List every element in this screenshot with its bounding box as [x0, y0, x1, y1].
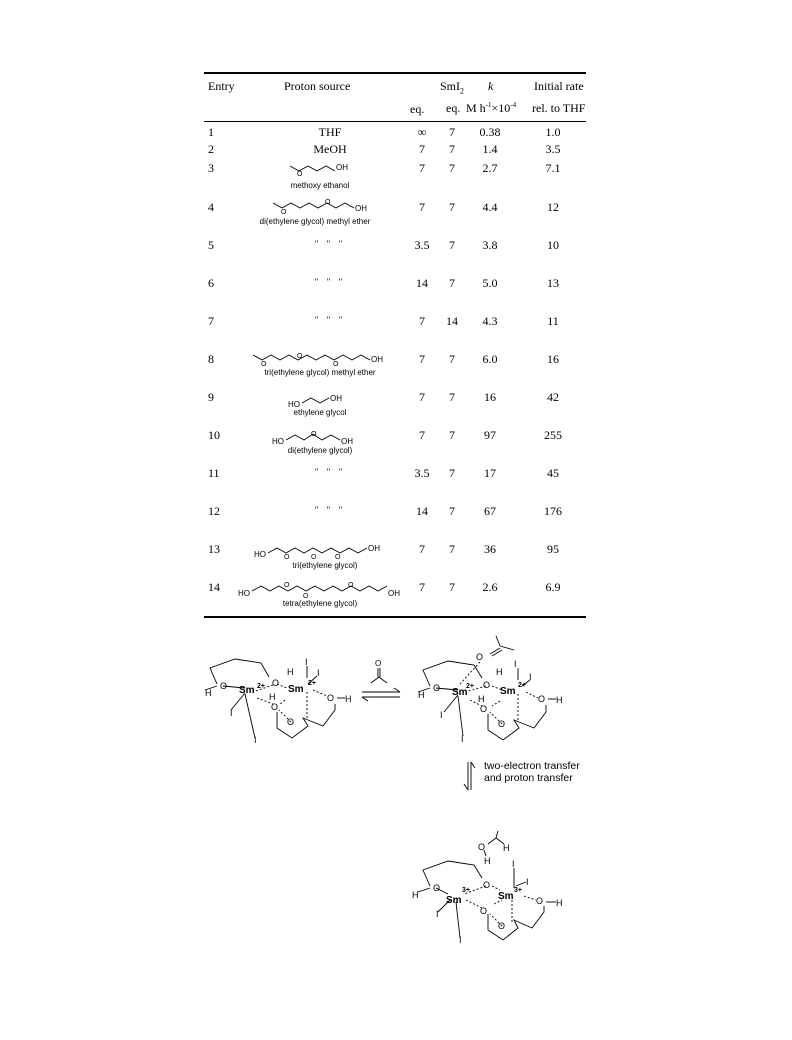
svg-text:2+: 2+ — [518, 682, 526, 689]
svg-text:O: O — [297, 353, 303, 360]
row-k: 1.4 — [482, 142, 498, 156]
svg-text:O: O — [480, 906, 488, 916]
header-rel-thf: rel. to THF — [532, 101, 586, 115]
svg-text:O: O — [272, 678, 280, 688]
row-eq: 7 — [419, 542, 425, 556]
svg-text:I: I — [526, 877, 529, 887]
structure-tetraethylene-glycol — [236, 579, 406, 601]
header-eq-2: eq. — [446, 101, 461, 115]
svg-text:H: H — [269, 692, 276, 702]
svg-text:H: H — [484, 856, 491, 866]
svg-text:O: O — [325, 199, 331, 206]
row-entry: 8 — [208, 352, 214, 366]
row-smi2-eq: 14 — [446, 314, 458, 328]
table-bottom-rule — [204, 616, 586, 618]
label-ethylene-glycol: ethylene glycol — [293, 408, 347, 417]
row-initial-rate: 1.0 — [545, 125, 561, 139]
row-entry: 7 — [208, 314, 214, 328]
svg-text:OH: OH — [341, 437, 353, 446]
svg-text:H: H — [287, 667, 294, 677]
table-top-rule — [204, 72, 586, 74]
svg-text:OH: OH — [368, 544, 380, 553]
header-entry: Entry — [208, 79, 235, 93]
row-k: 67 — [484, 504, 496, 518]
svg-text:O: O — [498, 921, 506, 931]
row-k: 2.7 — [482, 161, 498, 175]
svg-text:I: I — [230, 708, 233, 718]
svg-text:3+: 3+ — [514, 887, 522, 894]
svg-text:O: O — [483, 880, 491, 890]
svg-text:Sm: Sm — [452, 687, 468, 698]
svg-text:O: O — [375, 659, 382, 668]
svg-text:Sm: Sm — [288, 684, 304, 695]
structure-triethylene-glycol — [252, 540, 392, 562]
row-smi2-eq: 7 — [449, 238, 455, 252]
row-proton-source: " " " — [314, 277, 346, 287]
row-smi2-eq: 7 — [449, 352, 455, 366]
svg-text:I: I — [459, 935, 462, 945]
row-initial-rate: 16 — [547, 352, 559, 366]
label-diethylene-glycol-methyl-ether: di(ethylene glycol) methyl ether — [259, 217, 371, 226]
svg-text:O: O — [261, 361, 267, 368]
row-initial-rate: 255 — [544, 428, 562, 442]
row-eq: 14 — [416, 276, 428, 290]
svg-text:O: O — [498, 719, 506, 729]
header-k-units: M $h^{-1}\times 10^{-4}$ — [466, 101, 517, 115]
row-initial-rate: 45 — [547, 466, 559, 480]
row-k: 0.38 — [479, 125, 501, 139]
svg-text:HO: HO — [272, 437, 284, 446]
svg-text:H: H — [556, 898, 563, 908]
svg-text:O: O — [476, 652, 484, 662]
row-proton-source: THF — [318, 125, 342, 139]
row-initial-rate: 7.1 — [545, 161, 561, 175]
acetone-coordinated-complex — [408, 628, 583, 748]
svg-text:O: O — [297, 171, 303, 178]
row-k: 17 — [484, 466, 496, 480]
header-k: k — [488, 79, 494, 93]
svg-text:I: I — [512, 859, 515, 869]
row-proton-source: " " " — [314, 239, 346, 249]
vertical-equilibrium-arrow — [462, 758, 478, 794]
label-triethylene-glycol: tri(ethylene glycol) — [292, 561, 358, 570]
row-entry: 4 — [208, 200, 214, 214]
row-eq: 14 — [416, 504, 428, 518]
row-entry: 11 — [208, 466, 220, 480]
svg-text:O: O — [538, 694, 546, 704]
svg-text:I: I — [461, 734, 464, 744]
row-entry: 14 — [208, 580, 220, 594]
row-eq: 3.5 — [414, 238, 430, 252]
svg-text:H: H — [478, 694, 485, 704]
svg-text:O: O — [480, 704, 488, 714]
row-smi2-eq: 7 — [449, 125, 455, 139]
row-k: 2.6 — [482, 580, 498, 594]
header-initial-rate: Initial rate — [534, 79, 584, 93]
svg-text:H: H — [556, 695, 563, 705]
svg-text:O: O — [483, 680, 491, 690]
row-k: 4.4 — [482, 200, 498, 214]
svg-text:Sm: Sm — [498, 891, 514, 902]
svg-text:O: O — [284, 582, 290, 589]
svg-text:O: O — [311, 554, 317, 561]
svg-text:I: I — [529, 672, 532, 682]
row-initial-rate: 42 — [547, 390, 559, 404]
row-entry: 6 — [208, 276, 214, 290]
svg-text:I: I — [317, 668, 320, 678]
svg-text:O: O — [433, 883, 441, 893]
row-smi2-eq: 7 — [449, 390, 455, 404]
svg-text:HO: HO — [238, 589, 250, 598]
row-entry: 2 — [208, 142, 214, 156]
svg-text:O: O — [348, 582, 354, 589]
row-k: 6.0 — [482, 352, 498, 366]
svg-text:OH: OH — [388, 589, 400, 598]
transfer-annotation: two-electron transfer and proton transfer — [484, 760, 580, 784]
row-entry: 3 — [208, 161, 214, 175]
row-initial-rate: 11 — [547, 314, 559, 328]
row-eq: 3.5 — [414, 466, 430, 480]
samarium-iii-product-complex — [408, 830, 583, 945]
label-methoxy-ethanol: methoxy ethanol — [290, 181, 350, 190]
row-k: 97 — [484, 428, 496, 442]
structure-diethylene-glycol — [270, 428, 370, 448]
row-k: 4.3 — [482, 314, 498, 328]
svg-text:O: O — [281, 209, 287, 216]
header-proton-source: Proton source — [284, 79, 351, 93]
acetone-equilibrium-arrow — [358, 655, 408, 705]
svg-text:I: I — [440, 710, 443, 720]
svg-text:I: I — [305, 657, 308, 667]
row-eq: 7 — [419, 428, 425, 442]
svg-text:O: O — [311, 431, 317, 438]
svg-text:O: O — [271, 702, 279, 712]
row-smi2-eq: 7 — [449, 142, 455, 156]
row-eq: 7 — [419, 200, 425, 214]
row-smi2-eq: 7 — [449, 466, 455, 480]
svg-text:H: H — [345, 694, 352, 704]
structure-diethylene-glycol-methyl-ether — [270, 197, 380, 219]
row-entry: 9 — [208, 390, 214, 404]
row-smi2-eq: 7 — [449, 276, 455, 290]
row-smi2-eq: 7 — [449, 428, 455, 442]
label-tetraethylene-glycol: tetra(ethylene glycol) — [282, 599, 358, 608]
svg-text:O: O — [327, 693, 335, 703]
svg-text:Sm: Sm — [239, 685, 255, 696]
row-initial-rate: 13 — [547, 276, 559, 290]
row-k: 3.8 — [482, 238, 498, 252]
svg-text:H: H — [503, 843, 510, 853]
svg-text:H: H — [412, 890, 419, 900]
row-smi2-eq: 7 — [449, 161, 455, 175]
svg-text:2+: 2+ — [257, 683, 265, 690]
row-initial-rate: 176 — [544, 504, 562, 518]
row-proton-source: " " " — [314, 315, 346, 325]
row-k: 16 — [484, 390, 496, 404]
svg-text:O: O — [335, 554, 341, 561]
row-eq: 7 — [419, 161, 425, 175]
label-diethylene-glycol: di(ethylene glycol) — [287, 446, 353, 455]
row-entry: 10 — [208, 428, 220, 442]
svg-text:H: H — [205, 688, 212, 698]
svg-text:Sm: Sm — [446, 895, 462, 906]
svg-text:OH: OH — [330, 394, 342, 403]
svg-text:O: O — [333, 361, 339, 368]
row-eq: ∞ — [417, 125, 427, 139]
row-k: 5.0 — [482, 276, 498, 290]
row-initial-rate: 95 — [547, 542, 559, 556]
svg-text:O: O — [220, 681, 228, 691]
svg-text:OH: OH — [371, 355, 383, 364]
svg-text:I: I — [514, 659, 517, 669]
svg-text:H: H — [496, 667, 503, 677]
row-entry: 12 — [208, 504, 220, 518]
row-proton-source: MeOH — [313, 142, 347, 156]
svg-text:O: O — [433, 683, 441, 693]
svg-text:HO: HO — [254, 550, 266, 559]
row-eq: 7 — [419, 314, 425, 328]
table-header-rule — [204, 121, 586, 122]
svg-text:O: O — [536, 896, 544, 906]
row-entry: 5 — [208, 238, 214, 252]
svg-text:HO: HO — [288, 400, 300, 409]
label-triethylene-glycol-methyl-ether: tri(ethylene glycol) methyl ether — [264, 368, 376, 377]
svg-text:I: I — [436, 909, 439, 919]
row-entry: 1 — [208, 125, 214, 139]
svg-text:2+: 2+ — [466, 683, 474, 690]
svg-text:I: I — [254, 735, 257, 745]
row-entry: 13 — [208, 542, 220, 556]
svg-text:O: O — [478, 842, 486, 852]
header-smi2: SmI$_2$ — [440, 79, 465, 96]
row-smi2-eq: 7 — [449, 200, 455, 214]
header-eq-1: eq. — [410, 102, 425, 116]
svg-text:OH: OH — [355, 204, 367, 213]
row-smi2-eq: 7 — [449, 580, 455, 594]
svg-text:O: O — [303, 593, 309, 600]
row-eq: 7 — [419, 580, 425, 594]
svg-text:3+: 3+ — [462, 887, 470, 894]
row-initial-rate: 6.9 — [545, 580, 561, 594]
svg-text:H: H — [418, 690, 425, 700]
svg-text:O: O — [284, 554, 290, 561]
row-initial-rate: 12 — [547, 200, 559, 214]
svg-text:O: O — [287, 717, 295, 727]
row-eq: 7 — [419, 352, 425, 366]
row-proton-source: " " " — [314, 505, 346, 515]
row-initial-rate: 10 — [547, 238, 559, 252]
row-eq: 7 — [419, 142, 425, 156]
row-initial-rate: 3.5 — [545, 142, 561, 156]
row-smi2-eq: 7 — [449, 542, 455, 556]
row-proton-source: " " " — [314, 467, 346, 477]
structure-methoxy-ethanol — [285, 158, 365, 180]
row-k: 36 — [484, 542, 496, 556]
row-smi2-eq: 7 — [449, 504, 455, 518]
samarium-dimer-complex — [195, 650, 370, 745]
row-eq: 7 — [419, 390, 425, 404]
svg-text:2+: 2+ — [308, 680, 316, 687]
svg-text:OH: OH — [336, 163, 348, 172]
svg-text:Sm: Sm — [500, 686, 516, 697]
